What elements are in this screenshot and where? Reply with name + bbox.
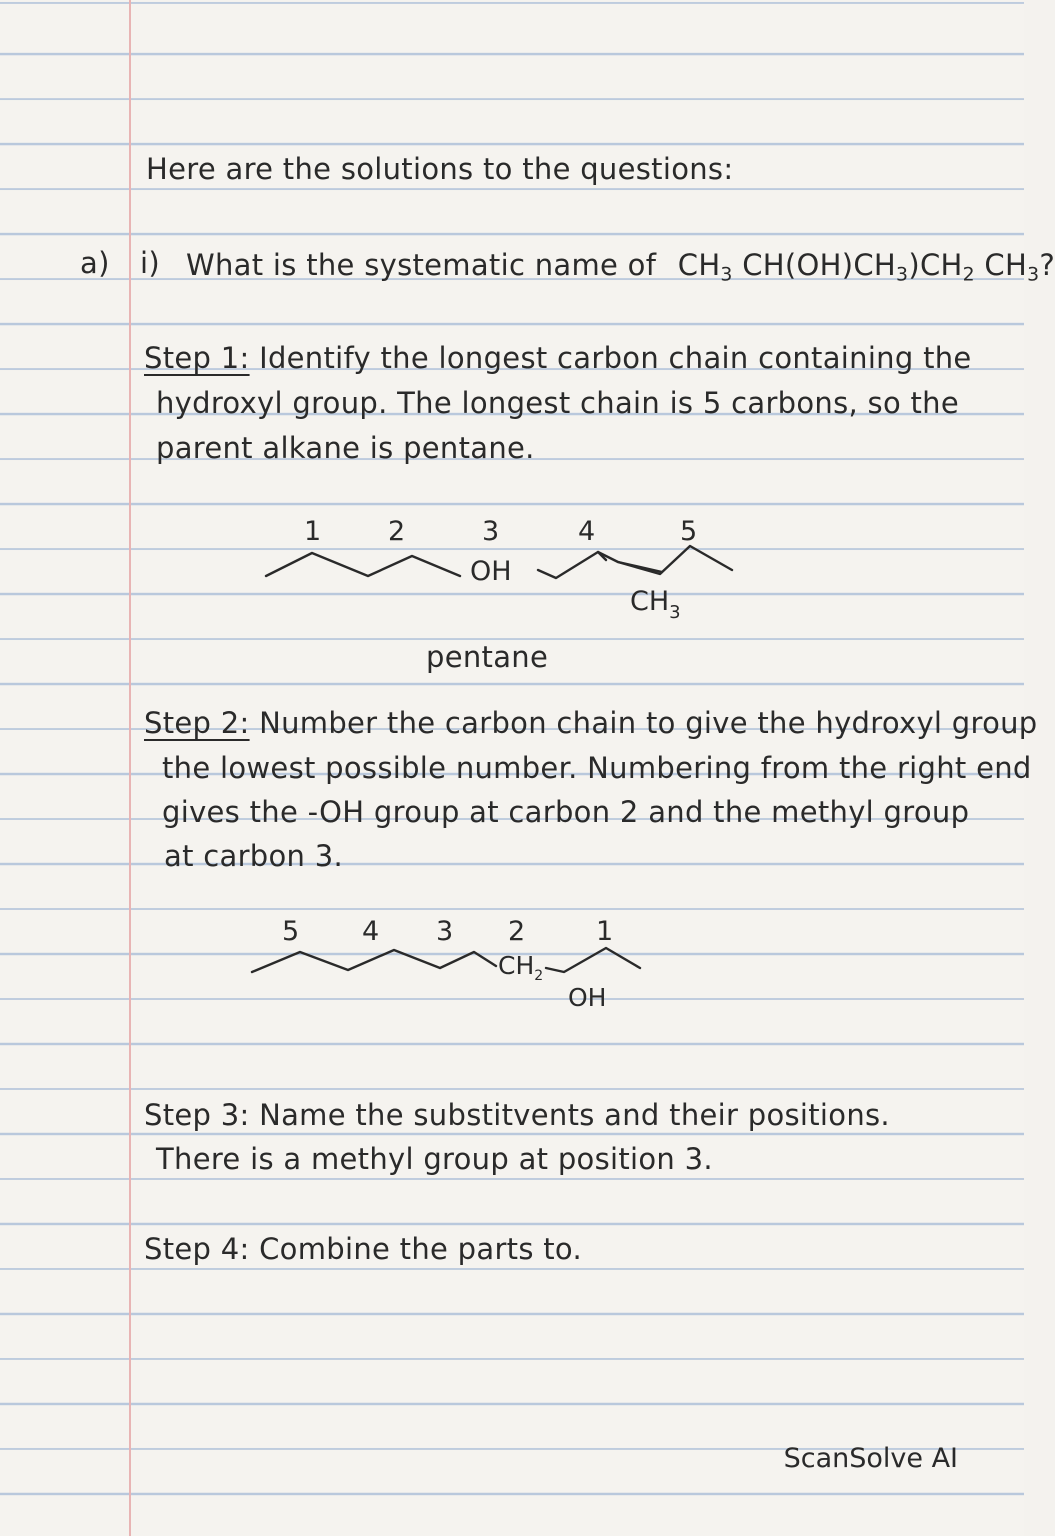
formula-part: CH(OH) <box>732 248 854 282</box>
structure2-oh: OH <box>568 983 607 1012</box>
step1-text: Identify the longest carbon chain containing the <box>259 341 972 375</box>
structure2-number-3: 3 <box>436 916 454 947</box>
formula-sub: 2 <box>962 264 975 286</box>
step2-line3: gives the -OH group at carbon 2 and the methyl group <box>162 795 970 829</box>
question-prompt: What is the systematic name of <box>186 248 657 282</box>
step4-line1 <box>144 1232 582 1266</box>
structure2-number-2: 2 <box>508 916 526 947</box>
structure1-caption: pentane <box>426 640 549 674</box>
step3-line1 <box>144 1098 890 1132</box>
formula-part: CH <box>919 248 963 282</box>
step2-line2: the lowest possible number. Numbering from the right end <box>162 751 1032 785</box>
formula-sub: 3 <box>720 264 733 286</box>
step2-line4: at carbon 3. <box>164 839 344 873</box>
structure1-number-4: 4 <box>578 516 596 547</box>
structure1-number-5: 5 <box>680 516 698 547</box>
formula-part: CH <box>853 248 897 282</box>
structure2-number-1: 1 <box>596 916 614 947</box>
structure2-chain-right <box>546 948 640 972</box>
formula-part: CH <box>677 248 721 282</box>
step3-text: Name the substitvents and their positions. <box>259 1098 890 1132</box>
step4-text: Combine the parts to. <box>259 1232 582 1266</box>
structure2-number-4: 4 <box>362 916 380 947</box>
formula-part: CH <box>974 248 1028 282</box>
brand-label: ScanSolve AI <box>783 1443 958 1474</box>
step1-line3: parent alkane is pentane. <box>156 431 535 465</box>
question-part: a) <box>80 246 110 280</box>
structure2-chain-left <box>252 950 496 972</box>
formula-sub: 3 <box>1027 264 1040 286</box>
structure1-ch3: $CH_3$ <box>630 586 681 623</box>
formula-part: ) <box>908 248 920 282</box>
structure1-number-3: 3 <box>482 516 500 547</box>
formula-part: ? <box>1039 248 1055 282</box>
step2-text: Number the carbon chain to give the hydroxyl group <box>259 706 1038 740</box>
step2-label: Step 2: <box>144 706 250 740</box>
step3-line2: There is a methyl group at position 3. <box>156 1142 713 1176</box>
step4-label: Step 4: <box>144 1232 250 1266</box>
structure2-ch2: $CH_2$ <box>498 951 544 984</box>
structure1-oh: OH <box>470 556 512 587</box>
intro-text: Here are the solutions to the questions: <box>146 152 734 186</box>
step1-line2: hydroxyl group. The longest chain is 5 carbons, so the <box>156 386 960 420</box>
question-sub: i) <box>140 246 160 280</box>
formula-sub: 3 <box>896 264 909 286</box>
structure2-number-5: 5 <box>282 916 300 947</box>
step1-label: Step 1: <box>144 341 250 375</box>
structure1-number-2: 2 <box>388 516 406 547</box>
step3-label: Step 3: <box>144 1098 250 1132</box>
structure1-number-1: 1 <box>304 516 322 547</box>
